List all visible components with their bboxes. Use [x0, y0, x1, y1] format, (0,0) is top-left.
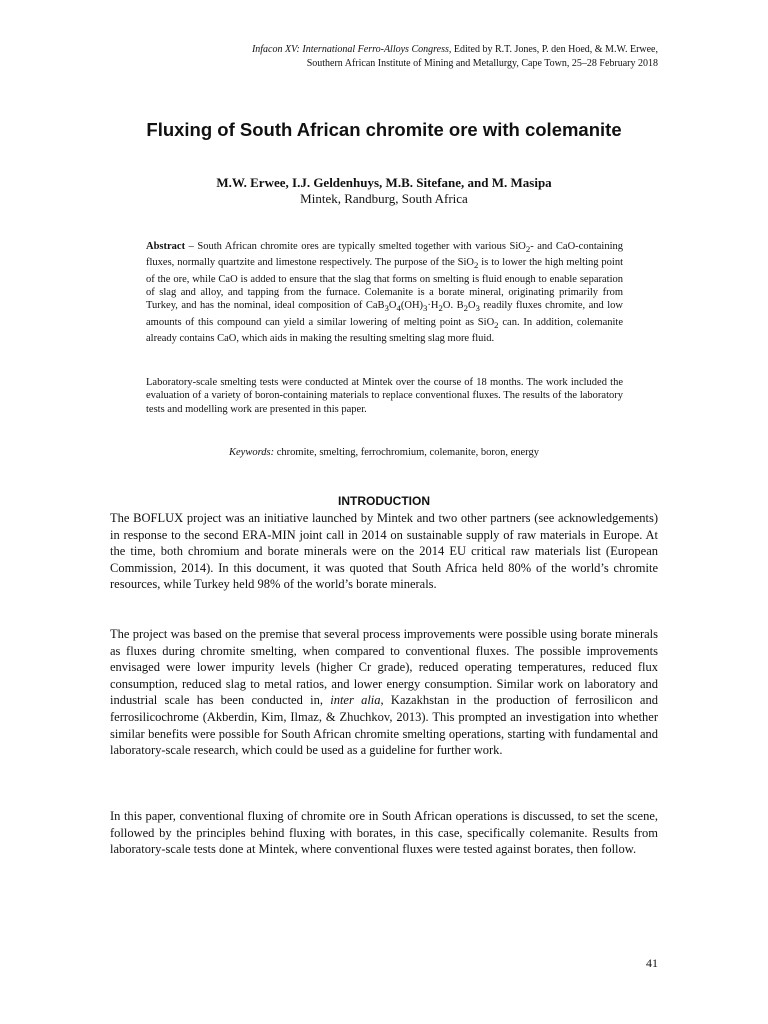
intro-paragraph-1: The BOFLUX project was an initiative launched by Mintek and two other partners (see acknowledgements) in response to the second ERA-MIN joint call in 2014 on sustainable supply of raw materials in Europe. At the time, both chromium and borate minerals were on the 2014 EU critical raw materials list (European Commission, 2014). In this document, it was quoted that South Africa held 80% of the world’s chromite resources, while Turkey held 98% of the world’s borate minerals. [110, 511, 658, 592]
page-number: 41 [646, 956, 658, 970]
keywords-text: chromite, smelting, ferrochromium, colemanite, boron, energy [274, 447, 539, 458]
subscript: 2 [438, 303, 443, 314]
header-venue: Infacon XV: International Ferro-Alloys Congress, [251, 44, 452, 55]
abstract-text: is to lower the high melting point of the ore, while CaO is added to ensure that the slag that forms on smelting is fluid enough to enable separation of slag and alloy, and tapping from the furnace. Colemanite is a borate mineral, originating primarily from Turkey, and has the nominal, ideal composition of CaB [146, 257, 623, 312]
intro-paragraph-3: In this paper, conventional fluxing of chromite ore in South African operations is discussed, to set the scene, followed by the principles behind fluxing with borates, in this case, specifically colemanite. Results from laboratory-scale tests done at Mintek, where conventional fluxes were tested against borates, then follow. [110, 809, 658, 857]
keywords [0, 447, 768, 458]
keywords-label: Keywords: [229, 447, 275, 458]
paragraph-text: The project was based on the premise that several process improvements were possible using borate minerals as fluxes during chromite smelting, when compared to conventional fluxes. The possible improvements envisaged were lower impurity levels (higher Cr grade), reduced operating temperatures, reduced flux consumption, reduced slag to metal ratios, and lower energy consumption. Similar work on laboratory and industrial scale has been conducted in, [110, 627, 658, 708]
header-editors: Edited by R.T. Jones, P. den Hoed, & M.W. Erwee, [451, 44, 658, 55]
subscript: 4 [396, 303, 401, 314]
subscript: 2 [525, 244, 531, 255]
paper-title: Fluxing of South African chromite ore with colemanite [146, 119, 622, 140]
running-header [98, 43, 658, 71]
subscript: 2 [463, 303, 468, 314]
abstract-text: (OH) [400, 300, 424, 312]
abstract-text: can. In addition, colemanite already contains CaO, which aids in making the resulting smelting slag more fluid. [146, 316, 623, 345]
abstract-label: Abstract [146, 241, 186, 252]
abstract-paragraph-2: Laboratory-scale smelting tests were conducted at Mintek over the course of 18 months. The work included the evaluation of a variety of boron-containing materials to replace conventional fluxes. The results of the laboratory tests and modelling work are presented in this paper. [146, 377, 623, 415]
intro-paragraph-2 [110, 626, 658, 759]
abstract-paragraph-1: Abstract – South African chromite ores are typically smelted together with various SiO$_2$- and CaO-containing fluxes, normally quartzite and limestone respectively. The purpose of the SiO$_2$ is to lower the high melting point of the ore, while CaO is added to ensure that the slag that forms on smelting is fluid enough to enable separation of slag and alloy, and tapping from the furnace. Colemanite is a borate mineral, originating primarily from Turkey, and has the nominal, ideal composition of $CaB_3O_4(OH)_3\cdot H_2O$. $B_2O_3$ readily fluxes chromite, and low amounts of this compound can yield a similar lowering of melting point as SiO$_2$ can. In addition, colemanite already contains CaO, which aids in making the resulting smelting slag more fluid. [146, 241, 623, 345]
author-list: M.W. Erwee, I.J. Geldenhuys, M.B. Sitefane, and M. Masipa [216, 175, 552, 190]
abstract-text: – South African chromite ores are typically smelted together with various SiO [185, 241, 526, 252]
abstract-text: readily fluxes chromite, and low amounts of this compound can yield a similar lowering of melting point as SiO [146, 300, 623, 328]
subscript: 3 [423, 303, 428, 314]
author-affiliation: Mintek, Randburg, South Africa [300, 191, 468, 206]
abstract-text: - and CaO-containing fluxes, normally quartzite and limestone respectively. The purpose of the SiO [146, 241, 623, 269]
abstract-text: O. B [442, 300, 464, 312]
header-publisher: Southern African Institute of Mining and Metallurgy, Cape Town, 25–28 February 2018 [306, 58, 658, 69]
subscript: 3 [475, 303, 480, 314]
subscript: 2 [494, 319, 499, 330]
paragraph-text: , Kazakhstan in the production of ferrosilicon and ferrosilicochrome (Akberdin, Kim, Ilmaz, & Zhuchkov, 2013). This prompted an investigation into whether similar benefits were possible for South African chromite smelting operations, starting with fundamental and laboratory-scale research, which could be used as a guideline for further work. [110, 693, 658, 758]
subscript: 3 [384, 303, 389, 314]
abstract-text: ·H [427, 300, 439, 312]
latin-phrase: inter alia [330, 693, 381, 708]
section-heading-introduction: INTRODUCTION [338, 494, 430, 508]
header-line-1 [98, 43, 658, 57]
subscript: 2 [474, 260, 479, 271]
